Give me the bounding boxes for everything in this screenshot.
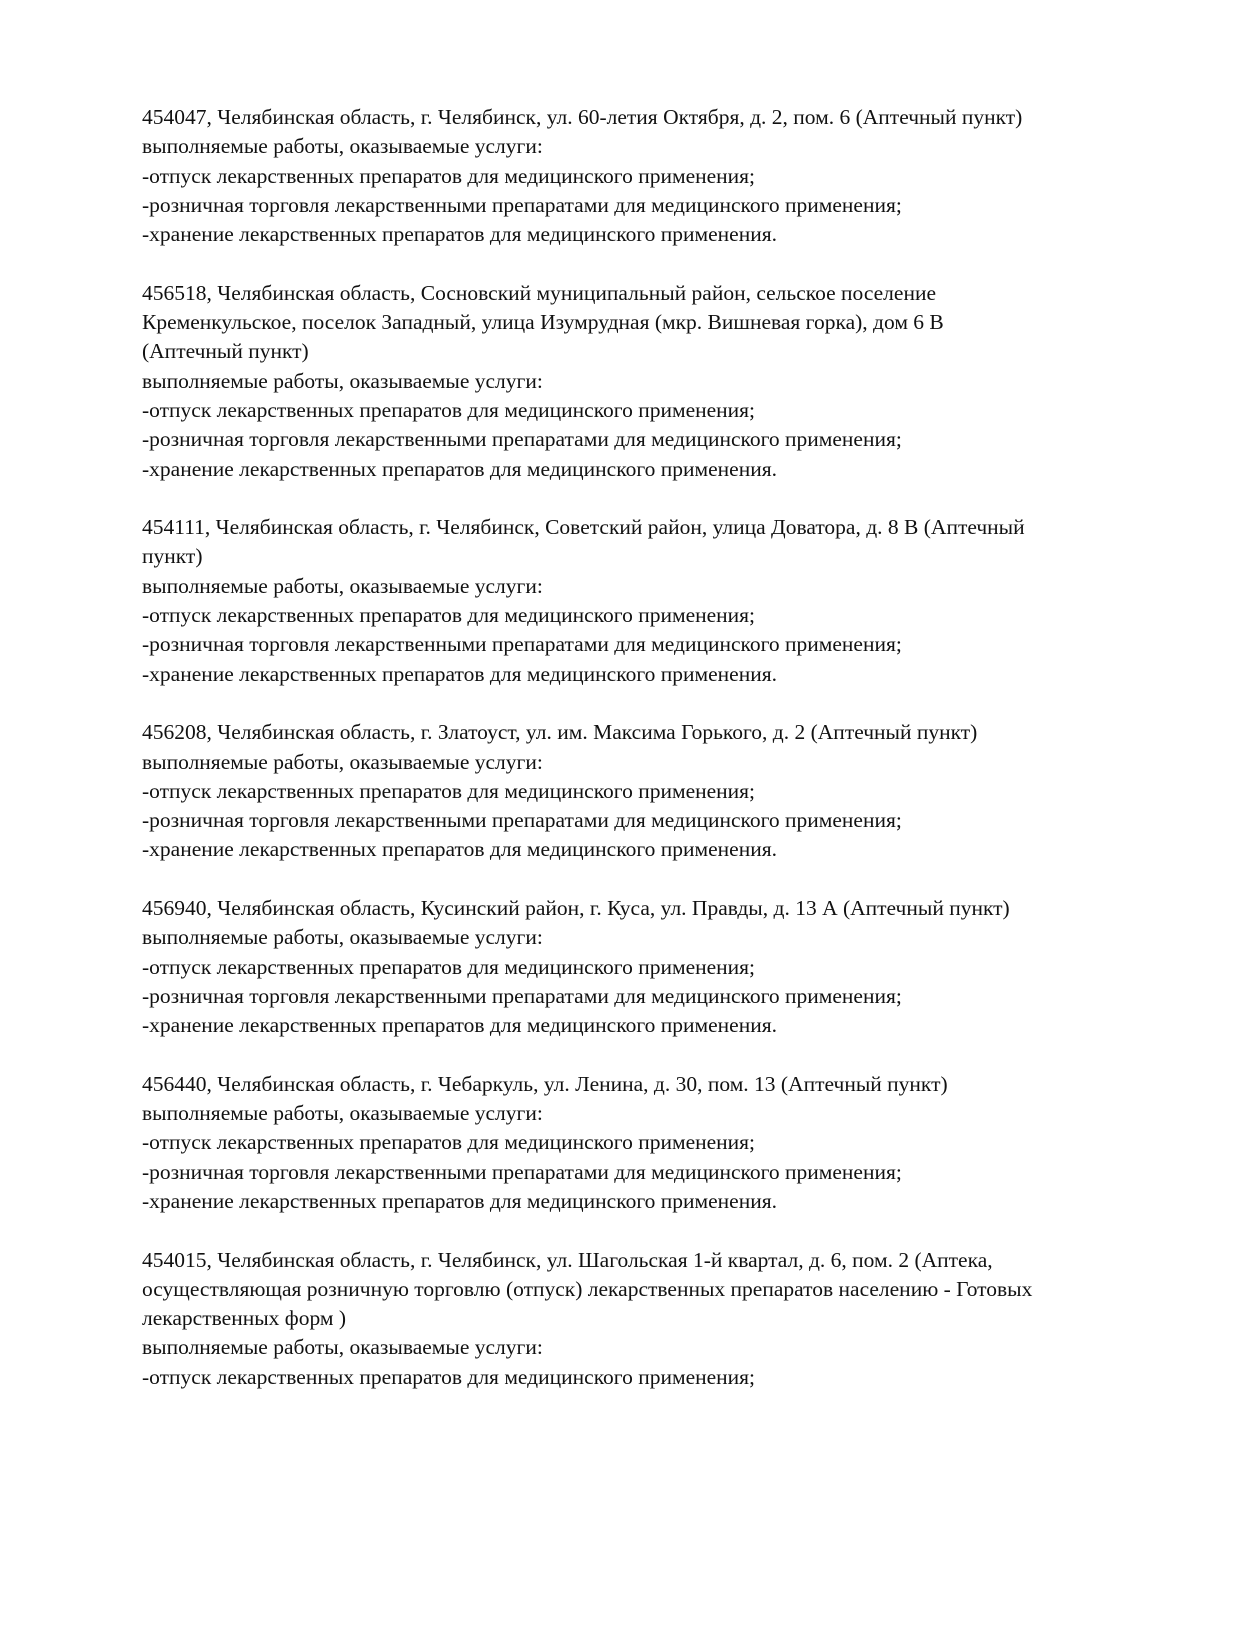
- service-item: -хранение лекарственных препаратов для медицинского применения.: [142, 1188, 777, 1213]
- address-line: (Аптечный пункт): [142, 339, 309, 364]
- address-line: 456518, Челябинская область, Сосновский муниципальный район, сельское поселение: [142, 280, 937, 305]
- service-item: -отпуск лекарственных препаратов для медицинского применения;: [142, 1364, 756, 1389]
- service-item: -розничная торговля лекарственными препаратами для медицинского применения;: [142, 1159, 902, 1184]
- address-line: 454047, Челябинская область, г. Челябинск, ул. 60-летия Октября, д. 2, пом. 6 (Аптечный пункт): [142, 105, 1023, 129]
- services-heading: выполняемые работы, оказываемые услуги:: [142, 368, 543, 393]
- address-line: 454111, Челябинская область, г. Челябинск, Советский район, улица Доватора, д. 8 В (Аптечный: [142, 515, 1025, 540]
- services-heading: выполняемые работы, оказываемые услуги:: [142, 749, 543, 774]
- service-item: -отпуск лекарственных препаратов для медицинского применения;: [142, 1130, 756, 1155]
- service-item: -хранение лекарственных препаратов для медицинского применения.: [142, 456, 777, 481]
- service-item: -розничная торговля лекарственными препаратами для медицинского применения;: [142, 808, 902, 833]
- services-heading: выполняемые работы, оказываемые услуги:: [142, 1335, 543, 1360]
- service-item: -отпуск лекарственных препаратов для медицинского применения;: [142, 778, 756, 803]
- address-line: 456940, Челябинская область, Кусинский район, г. Куса, ул. Правды, д. 13 А (Аптечный пункт): [142, 896, 1010, 921]
- address-line: осуществляющая розничную торговлю (отпуск) лекарственных препаратов населению - Готовых: [142, 1276, 1033, 1301]
- address-line: 454015, Челябинская область, г. Челябинск, ул. Шагольская 1-й квартал, д. 6, пом. 2 (Аптека,: [142, 1247, 993, 1272]
- entry-3: [142, 513, 1202, 689]
- service-item: -хранение лекарственных препаратов для медицинского применения.: [142, 837, 777, 862]
- address-line: пункт): [142, 544, 203, 569]
- service-item: -розничная торговля лекарственными препаратами для медицинского применения;: [142, 983, 902, 1008]
- service-item: -розничная торговля лекарственными препаратами для медицинского применения;: [142, 632, 902, 657]
- entry-1: [142, 103, 1202, 249]
- address-line: 456440, Челябинская область, г. Чебаркуль, ул. Ленина, д. 30, пом. 13 (Аптечный пункт): [142, 1071, 948, 1096]
- service-item: -хранение лекарственных препаратов для медицинского применения.: [142, 222, 777, 247]
- address-line: 456208, Челябинская область, г. Златоуст, ул. им. Максима Горького, д. 2 (Аптечный пункт): [142, 720, 978, 745]
- document-page: [142, 103, 1202, 1421]
- services-heading: выполняемые работы, оказываемые услуги:: [142, 925, 543, 950]
- services-heading: выполняемые работы, оказываемые услуги:: [142, 1101, 543, 1126]
- entry-4: [142, 718, 1202, 864]
- address-line: Кременкульское, поселок Западный, улица Изумрудная (мкр. Вишневая горка), дом 6 В: [142, 310, 944, 335]
- service-item: -отпуск лекарственных препаратов для медицинского применения;: [142, 163, 756, 188]
- service-item: -отпуск лекарственных препаратов для медицинского применения;: [142, 954, 756, 979]
- service-item: -розничная торговля лекарственными препаратами для медицинского применения;: [142, 192, 902, 217]
- services-heading: выполняемые работы, оказываемые услуги:: [142, 573, 543, 598]
- service-item: -отпуск лекарственных препаратов для медицинского применения;: [142, 603, 756, 628]
- entry-2: [142, 279, 1202, 484]
- service-item: -хранение лекарственных препаратов для медицинского применения.: [142, 661, 777, 686]
- address-line: лекарственных форм ): [142, 1306, 347, 1331]
- service-item: -розничная торговля лекарственными препаратами для медицинского применения;: [142, 427, 902, 452]
- services-heading: выполняемые работы, оказываемые услуги:: [142, 134, 543, 159]
- entry-7: [142, 1246, 1202, 1392]
- entry-6: [142, 1070, 1202, 1216]
- entry-5: [142, 894, 1202, 1040]
- service-item: -хранение лекарственных препаратов для медицинского применения.: [142, 1013, 777, 1038]
- service-item: -отпуск лекарственных препаратов для медицинского применения;: [142, 397, 756, 422]
